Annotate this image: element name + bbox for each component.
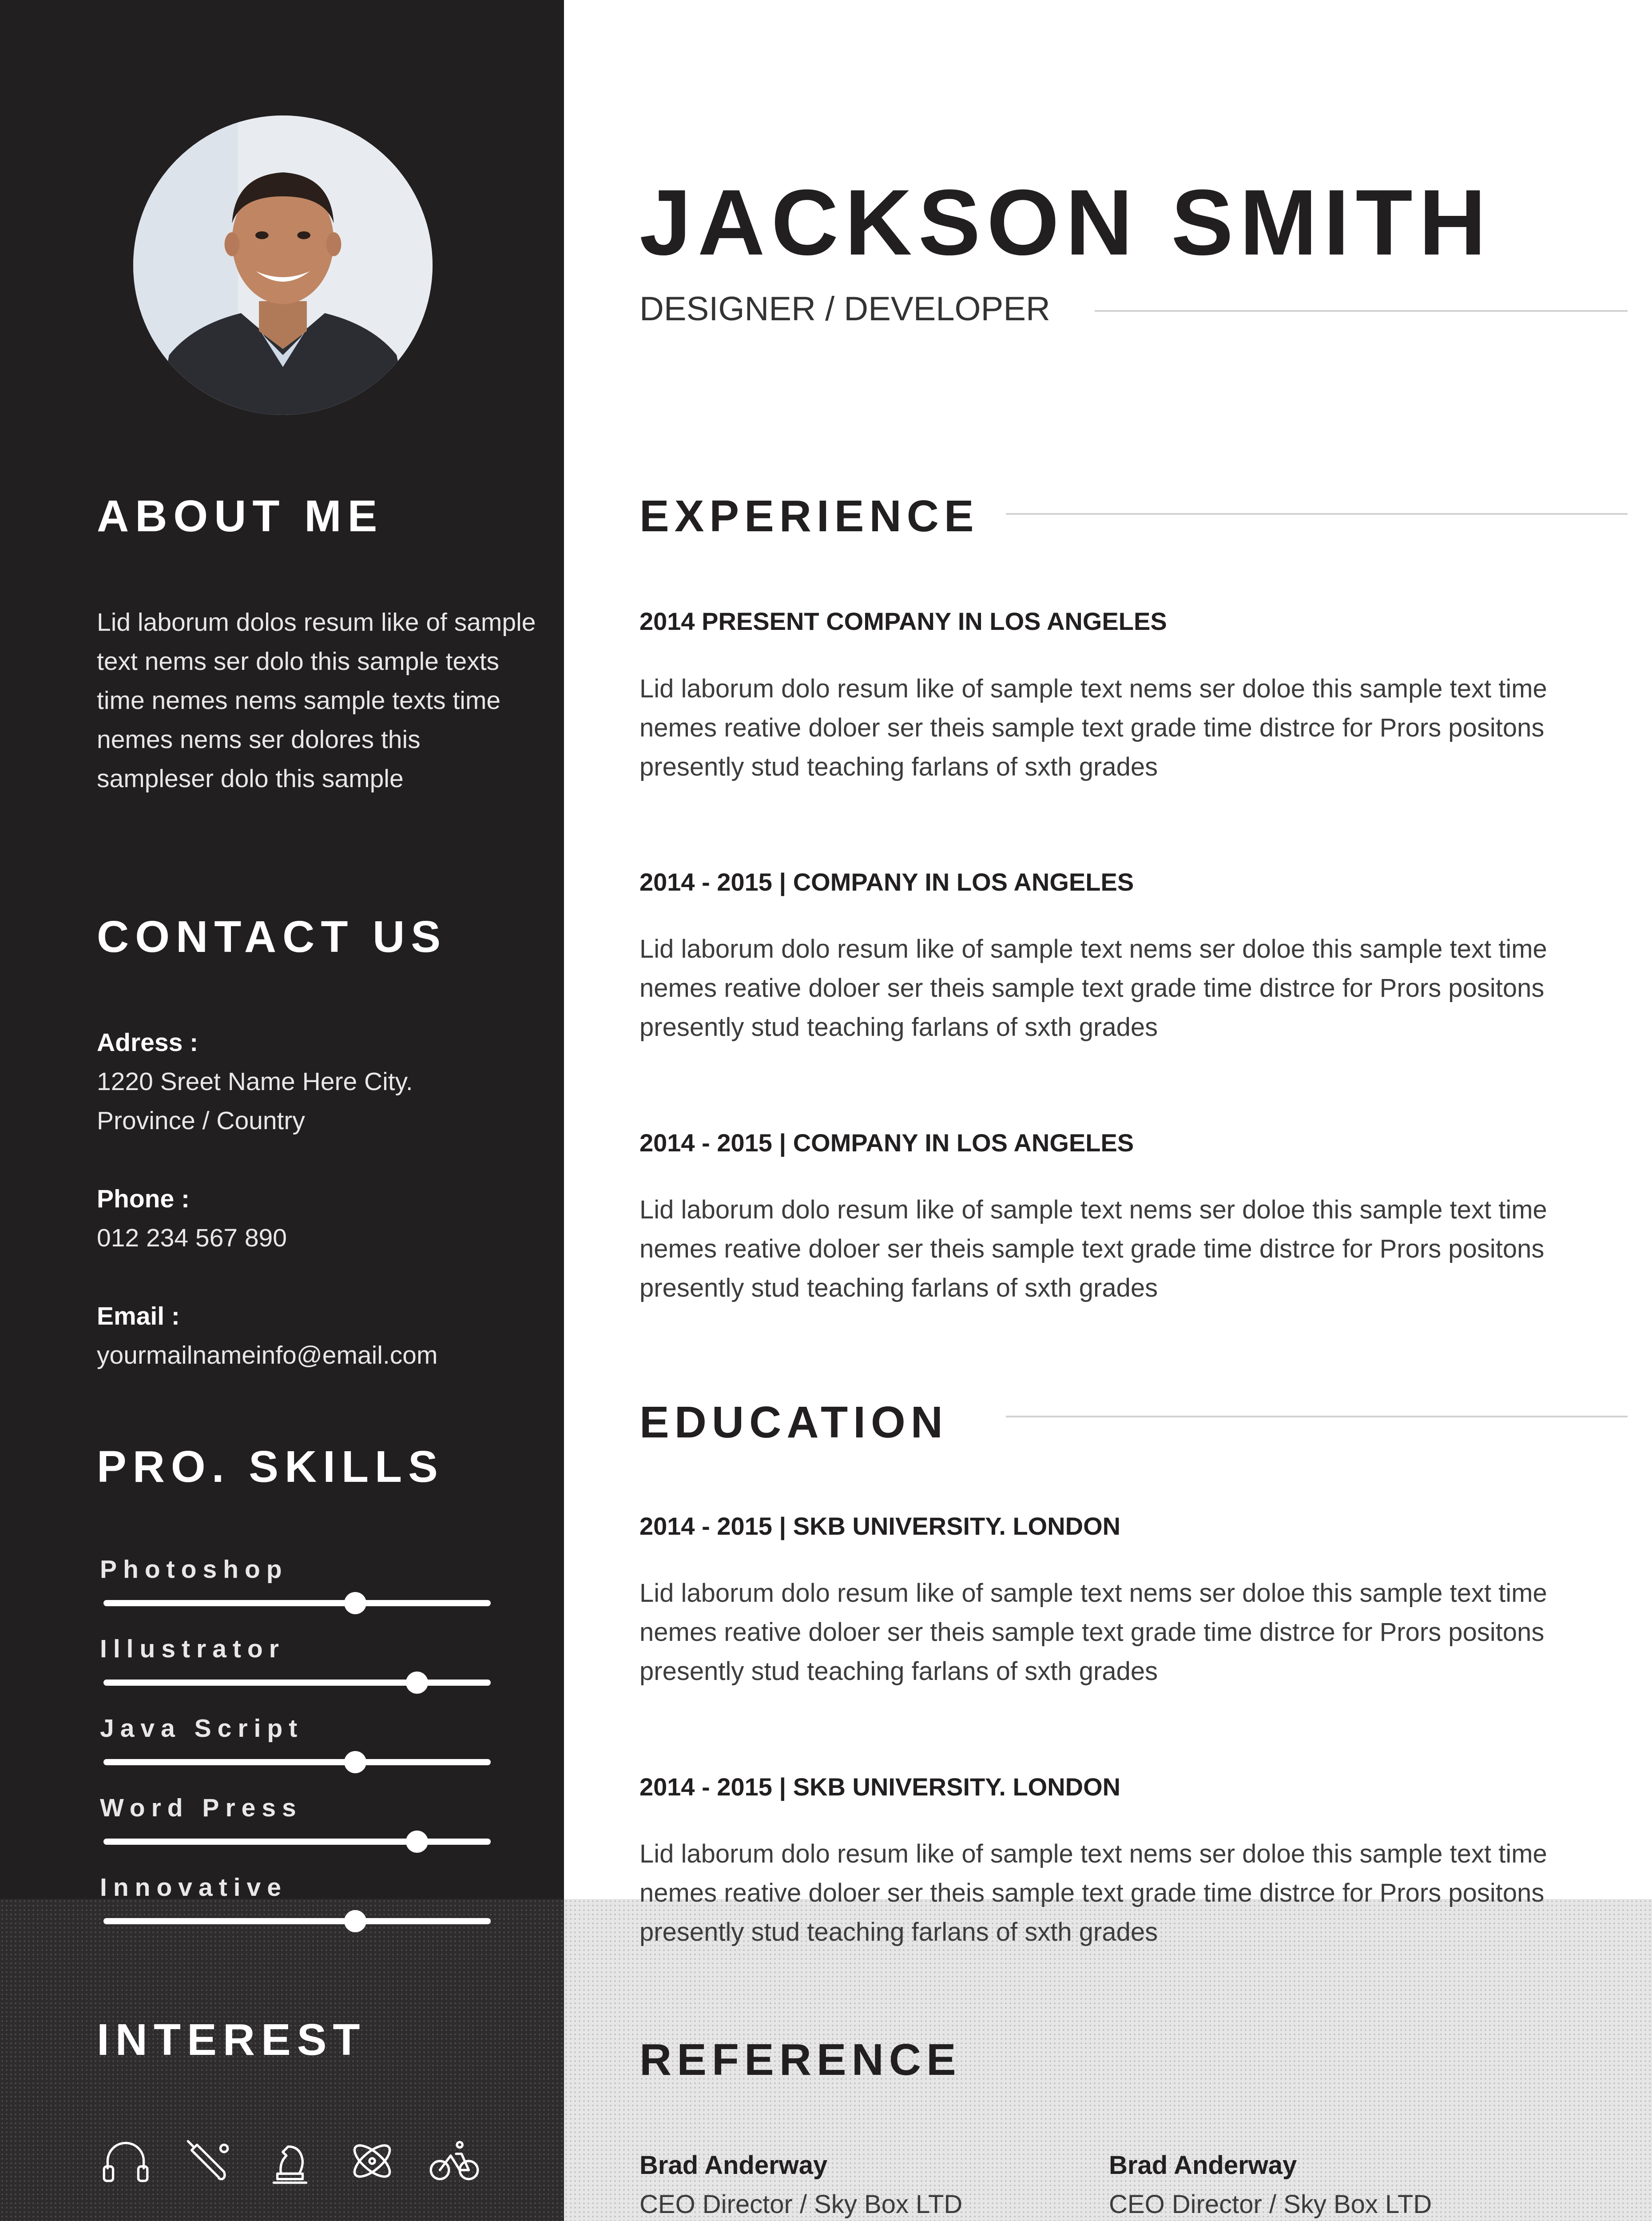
skill-slider-track[interactable] <box>103 1600 491 1606</box>
address-line-2: Province / Country <box>97 1107 305 1135</box>
chess-knight-icon <box>261 2132 319 2190</box>
about-heading: ABOUT ME <box>97 491 384 541</box>
experience-text-2: Lid laborum dolo resum like of sample text nems ser doloe this sample text time nemes reative doloer ser theis sample text grade time distrce for Prors positons presently stud teaching farlans of sxth grades <box>639 935 1547 1042</box>
avatar <box>133 115 433 415</box>
reference-2 <box>1109 2146 1432 2221</box>
role-divider <box>1095 310 1628 312</box>
skills-heading: PRO. SKILLS <box>97 1442 444 1492</box>
experience-divider <box>1006 513 1628 515</box>
experience-title-2: 2014 - 2015 | COMPANY IN LOS ANGELES <box>639 868 1134 896</box>
skill-photoshop <box>100 1555 491 1617</box>
education-text-2: Lid laborum dolo resum like of sample text nems ser doloe this sample text time nemes reative doloer ser theis sample text grade time distrce for Prors positons presently stud teaching farlans of sxth grades <box>639 1839 1547 1946</box>
phone-label: Phone : <box>97 1185 190 1213</box>
skill-name: Photoshop <box>100 1555 288 1584</box>
education-divider <box>1006 1416 1628 1417</box>
skill-slider-knob[interactable] <box>406 1672 428 1694</box>
sidebar <box>0 0 564 2221</box>
cricket-bat-icon <box>179 2132 237 2190</box>
about-text: Lid laborum dolos resum like of sample text nems ser dolo this sample texts time nemes nems sample texts time nemes nems ser dolores this sampleser dolo this sample <box>97 608 536 793</box>
education-title-2: 2014 - 2015 | SKB UNIVERSITY. LONDON <box>639 1773 1121 1801</box>
contact-block <box>97 1023 541 1375</box>
portrait-image <box>133 115 433 415</box>
experience-title-1: 2014 PRESENT COMPANY IN LOS ANGELES <box>639 607 1167 635</box>
skill-innovative <box>100 1873 491 1935</box>
interest-heading: INTEREST <box>97 2015 366 2065</box>
skill-slider-knob[interactable] <box>344 1751 366 1773</box>
reference-2-name: Brad Anderway <box>1109 2151 1297 2180</box>
experience-text-1: Lid laborum dolo resum like of sample text nems ser doloe this sample text time nemes reative doloer ser theis sample text grade time distrce for Prors positons presently stud teaching farlans of sxth grades <box>639 674 1547 781</box>
skill-slider-track[interactable] <box>103 1839 491 1845</box>
reference-1 <box>639 2146 962 2221</box>
skill-slider-knob[interactable] <box>406 1831 428 1853</box>
skill-slider-track[interactable] <box>103 1680 491 1686</box>
skill-name: Java Script <box>100 1714 304 1743</box>
experience-text-3: Lid laborum dolo resum like of sample text nems ser doloe this sample text time nemes reative doloer ser theis sample text grade time distrce for Prors positons presently stud teaching farlans of sxth grades <box>639 1195 1547 1302</box>
atom-icon <box>343 2132 401 2190</box>
address-line-1: 1220 Sreet Name Here City. <box>97 1067 413 1096</box>
skill-illustrator <box>100 1634 491 1696</box>
skill-name: Illustrator <box>100 1635 285 1663</box>
email-value[interactable]: yourmailnameinfo@email.com <box>97 1341 438 1369</box>
skill-slider-knob[interactable] <box>344 1910 366 1932</box>
candidate-role: DESIGNER / DEVELOPER <box>639 290 1050 328</box>
experience-title-3: 2014 - 2015 | COMPANY IN LOS ANGELES <box>639 1129 1134 1157</box>
education-title-1: 2014 - 2015 | SKB UNIVERSITY. LONDON <box>639 1512 1121 1540</box>
skill-slider-track[interactable] <box>103 1759 491 1765</box>
reference-2-title: CEO Director / Sky Box LTD <box>1109 2190 1432 2219</box>
reference-1-name: Brad Anderway <box>639 2151 828 2180</box>
reference-1-title: CEO Director / Sky Box LTD <box>639 2190 963 2219</box>
contact-heading: CONTACT US <box>97 912 447 962</box>
skill-word-press <box>100 1793 491 1855</box>
email-label: Email : <box>97 1302 180 1330</box>
experience-heading: EXPERIENCE <box>639 491 979 541</box>
skill-java-script <box>100 1714 491 1776</box>
skill-name: Word Press <box>100 1794 302 1822</box>
skill-slider-knob[interactable] <box>344 1592 366 1614</box>
education-heading: EDUCATION <box>639 1397 949 1447</box>
education-text-1: Lid laborum dolo resum like of sample text nems ser doloe this sample text time nemes reative doloer ser theis sample text grade time distrce for Prors positons presently stud teaching farlans of sxth grades <box>639 1579 1547 1686</box>
phone-value: 012 234 567 890 <box>97 1224 287 1252</box>
reference-heading: REFERENCE <box>639 2035 961 2085</box>
skill-slider-track[interactable] <box>103 1918 491 1924</box>
skill-name: Innovative <box>100 1873 287 1902</box>
bicycle-icon <box>425 2132 483 2190</box>
headphones-icon <box>97 2132 155 2190</box>
address-label: Adress : <box>97 1028 199 1057</box>
candidate-name: JACKSON SMITH <box>639 170 1493 275</box>
